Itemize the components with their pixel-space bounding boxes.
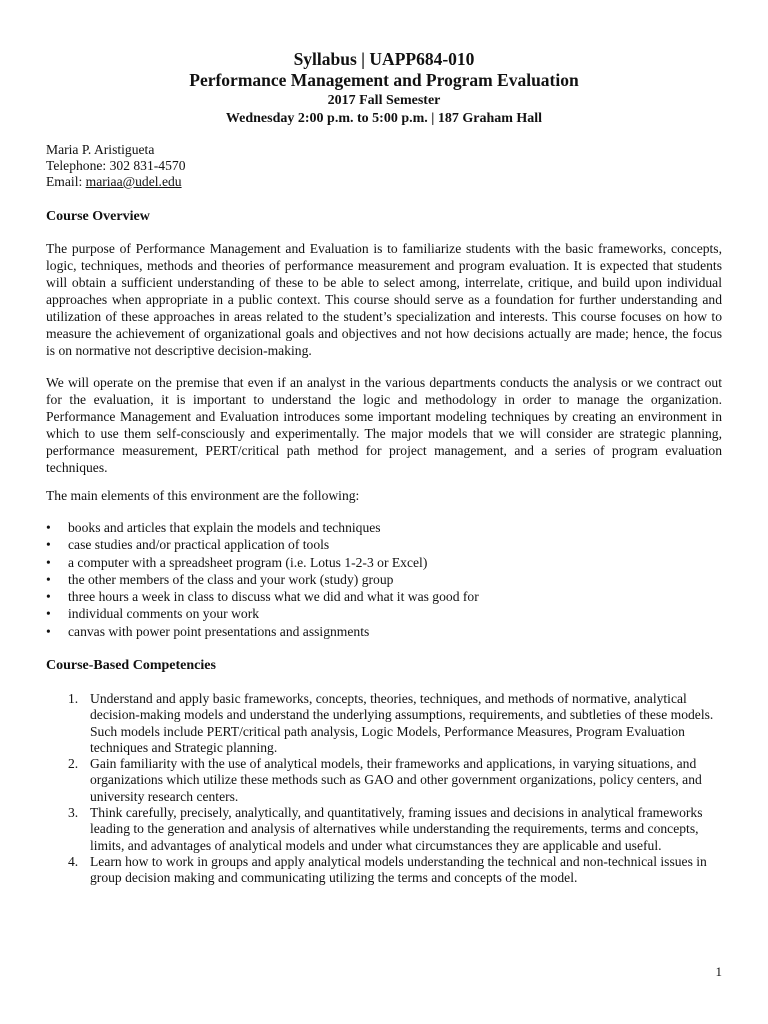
competency-item	[46, 691, 722, 756]
competency-text: Understand and apply basic frameworks, concepts, theories, techniques, and methods of normative, analytical decision-making models and understand the underlying assumptions, requirements, and subtleties of these models. Such models include PERT/critical path analysis, Logic Models, Performance Measures, Program Evaluation techniques and Strategic planning.	[90, 691, 714, 755]
bullet-icon: •	[46, 623, 51, 639]
elements-intro: The main elements of this environment are the following:	[46, 488, 360, 503]
schedule-label: Wednesday 2:00 p.m. to 5:00 p.m. | 187 Graham Hall	[225, 111, 543, 126]
bullet-icon: •	[46, 606, 51, 622]
list-item: • individual comments on your work	[46, 606, 260, 622]
competency-text: Think carefully, precisely, analytically, and quantitatively, framing issues and decisions in analytical frameworks leading to the generation and analysis of alternatives while understanding the requirements, terms and concepts, limits, and advantages of analytical models and under what circumstances they are applicable and useful.	[90, 805, 703, 853]
list-item: • case studies and/or practical application of tools	[46, 537, 330, 553]
overview-paragraph-2: We will operate on the premise that even if an analyst in the various departments conducts the analysis or we contract out for the evaluation, it is important to understand the logic and methodology in order to manage the organization. Performance Management and Evaluation introduces some important modeling techniques by creating an environment in which to use them self-consciously and experimentally. The major models that we will consider are strategic planning, performance measurement, PERT/critical path method for project management, and a series of program evaluation techniques.	[46, 375, 722, 475]
list-item: • three hours a week in class to discuss what we did and what it was good for	[46, 589, 479, 605]
competency-number: 2.	[68, 756, 79, 772]
competency-number: 4.	[68, 853, 79, 869]
competency-item	[46, 756, 722, 805]
bullet-icon: •	[46, 589, 51, 605]
competencies-list-block	[46, 691, 722, 887]
competency-number: 1.	[68, 691, 79, 706]
semester-label: 2017 Fall Semester	[327, 93, 441, 108]
course-name-title: Performance Management and Program Evaluation	[189, 70, 579, 90]
bullet-icon: •	[46, 520, 51, 535]
bullet-icon: •	[46, 554, 51, 570]
competency-text: Learn how to work in groups and apply analytical models understanding the technical and non-technical issues in group decision making and communicating utilizing the terms and concepts of the model.	[90, 853, 707, 886]
bullet-icon: •	[46, 537, 51, 553]
list-item: • the other members of the class and your work (study) group	[46, 571, 394, 587]
course-code-title: Syllabus | UAPP684-010	[293, 49, 475, 69]
instructor-email-line	[46, 174, 186, 190]
email-label: Email:	[46, 174, 86, 189]
competencies-list	[46, 691, 722, 887]
document-header	[0, 49, 768, 128]
list-item: • books and articles that explain the models and techniques	[46, 520, 381, 535]
instructor-telephone: Telephone: 302 831-4570	[46, 158, 186, 173]
elements-list-block	[46, 519, 722, 640]
competency-text: Gain familiarity with the use of analytical models, their frameworks and applications, in varying situations, and organizations which utilize these methods such as GAO and other government organizations, policy centers, and university research centers.	[90, 756, 702, 804]
competency-item	[46, 854, 722, 887]
page-number: 1	[715, 964, 722, 979]
instructor-contact	[46, 142, 186, 190]
overview-paragraph-2-block	[46, 374, 722, 476]
competency-number: 3.	[68, 805, 79, 821]
competencies-heading: Course-Based Competencies	[46, 658, 216, 673]
list-item: • a computer with a spreadsheet program (i.e. Lotus 1-2-3 or Excel)	[46, 554, 428, 570]
elements-list	[46, 519, 722, 640]
list-item: • canvas with power point presentations and assignments	[46, 623, 370, 639]
instructor-email-link[interactable]: mariaa@udel.edu	[85, 174, 182, 189]
overview-paragraph-1-block	[46, 240, 722, 359]
course-overview-heading: Course Overview	[46, 209, 150, 224]
instructor-name: Maria P. Aristigueta	[46, 142, 155, 157]
overview-paragraph-1: The purpose of Performance Management and Evaluation is to familiarize students with the basic frameworks, concepts, logic, techniques, methods and theories of performance measurement and program evaluation. It is expected that students will obtain a sufficient understanding of these to be able to select among, interrelate, critique, and build upon individual approaches when appropriate in a public context. This course should serve as a foundation for further understanding and utilization of these approaches in areas related to the student’s specialization and interests. This course focuses on how to measure the achievement of organizational goals and objectives and not how decisions actually are made; hence, the focus is on normative not descriptive decision-making.	[46, 241, 722, 358]
bullet-icon: •	[46, 571, 51, 587]
competency-item	[46, 805, 722, 854]
